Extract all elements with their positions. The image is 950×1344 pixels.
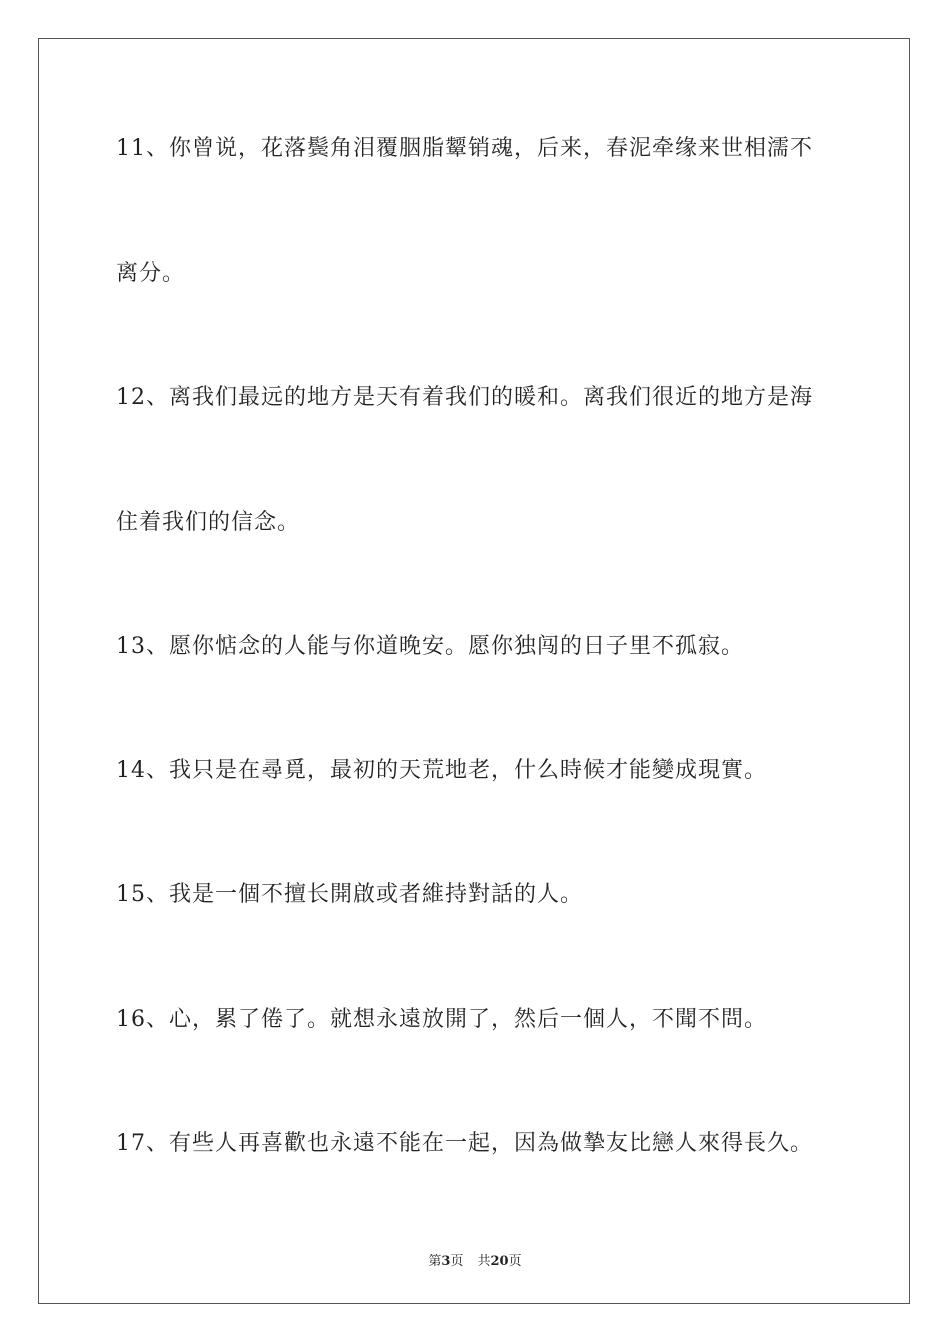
paragraph-line: 离分。 — [116, 261, 186, 286]
total-suffix: 页 — [508, 1254, 522, 1269]
page-prefix: 第 — [428, 1254, 442, 1269]
page-border — [38, 38, 910, 1304]
page-footer — [0, 1250, 950, 1269]
paragraph-line: 17、有些人再喜歡也永遠不能在一起，因為做摯友比戀人來得長久。 — [116, 1131, 813, 1156]
paragraph-line: 11、你曾说，花落鬓角泪覆胭脂颦销魂，后来，春泥牵缘来世相濡不 — [116, 136, 813, 161]
paragraph-line: 13、愿你惦念的人能与你道晚安。愿你独闯的日子里不孤寂。 — [116, 634, 744, 659]
paragraph-line: 12、离我们最远的地方是天有着我们的暖和。离我们很近的地方是海 — [116, 385, 813, 410]
total-prefix: 共 — [477, 1254, 491, 1269]
total-pages: 20 — [490, 1254, 509, 1269]
paragraph-line: 14、我只是在尋覓，最初的天荒地老，什么時候才能變成現實。 — [116, 758, 767, 783]
paragraph-line: 15、我是一個不擅长開啟或者維持對話的人。 — [116, 882, 583, 907]
page-number: 3 — [441, 1254, 451, 1269]
page-suffix: 页 — [450, 1254, 464, 1269]
paragraph-line: 住着我们的信念。 — [116, 510, 301, 535]
paragraph-line: 16、心，累了倦了。就想永遠放開了，然后一個人，不聞不問。 — [116, 1007, 767, 1032]
